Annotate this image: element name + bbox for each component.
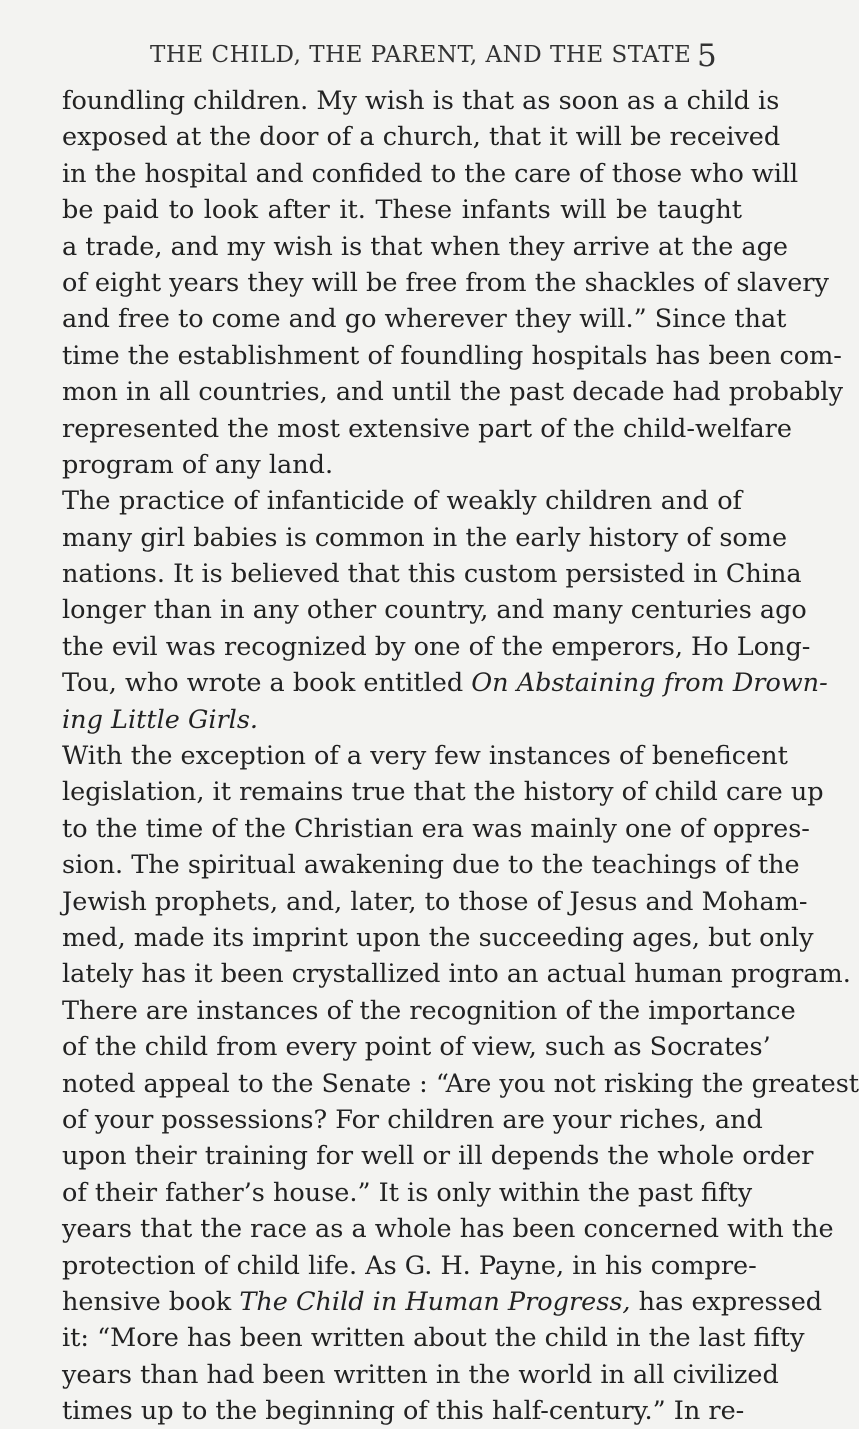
line-text: represented the most extensive part of the child-welfare <box>62 413 792 444</box>
line-text: years that the race as a whole has been concerned with the <box>62 1214 834 1245</box>
text-line <box>62 702 742 738</box>
text-line <box>62 374 843 410</box>
text-line <box>62 592 807 628</box>
text-line <box>62 1284 823 1320</box>
line-text: mon in all countries, and until the past decade had probably <box>62 377 843 408</box>
line-text: noted appeal to the Senate : “Are you not risking the greatest <box>62 1068 859 1099</box>
line-text: of eight years they will be free from the shackles of slavery <box>62 267 829 298</box>
text-line <box>62 83 780 119</box>
line-text: foundling children. My wish is that as soon as a child is <box>62 86 780 116</box>
text-line <box>62 1320 805 1356</box>
text-line <box>62 629 811 665</box>
line-text: many girl babies is common in the early history of some <box>62 522 788 553</box>
line-text: legislation, it remains true that the history of child care up <box>62 777 824 808</box>
line-text: it: “More has been written about the child in the last fifty <box>62 1323 805 1354</box>
page-number: 5 <box>697 38 717 74</box>
text-line <box>62 119 781 155</box>
line-text-after: has expressed <box>630 1286 823 1317</box>
line-text: Jewish prophets, and, later, to those of Jesus and Moham- <box>62 886 808 917</box>
text-line <box>62 411 792 447</box>
text-line <box>62 1102 763 1138</box>
text-line <box>62 811 810 847</box>
text-line <box>62 483 742 519</box>
text-line <box>62 1248 757 1284</box>
text-line <box>62 738 788 774</box>
line-text: a trade, and my wish is that when they arrive at the age <box>62 231 789 262</box>
line-text: program of any land. <box>62 449 334 480</box>
text-line <box>62 338 842 374</box>
line-text: times up to the beginning of this half-century.” In re- <box>62 1396 745 1427</box>
text-line <box>62 993 796 1029</box>
line-text: The practice of infanticide of weakly children and of <box>62 486 742 517</box>
text-line <box>62 1175 753 1211</box>
text-line <box>62 192 742 228</box>
text-line <box>62 156 799 192</box>
line-text: With the exception of a very few instances of beneficent <box>62 741 788 772</box>
line-text: upon their training for well or ill depends the whole order <box>62 1141 814 1172</box>
text-line <box>62 665 828 701</box>
line-text: There are instances of the recognition of the importance <box>62 995 796 1026</box>
line-text: of the child from every point of view, such as Socrates’ <box>62 1032 771 1063</box>
text-line <box>62 301 787 337</box>
text-line <box>62 884 808 920</box>
line-text: Tou, who wrote a book entitled <box>62 668 472 699</box>
line-text: of their father’s house.” It is only within the past fifty <box>62 1177 753 1208</box>
line-text: lately has it been crystallized into an actual human program. <box>62 959 851 990</box>
book-title-italic: On Abstaining from Drown- <box>471 668 828 699</box>
text-line <box>62 956 851 992</box>
text-line <box>62 1138 814 1174</box>
text-line <box>62 1393 745 1429</box>
text-line <box>62 229 789 265</box>
text-line <box>62 847 800 883</box>
line-text: protection of child life. As G. H. Payne, in his compre- <box>62 1250 757 1281</box>
book-title-italic: The Child in Human Progress, <box>239 1286 631 1317</box>
line-text: exposed at the door of a church, that it will be received <box>62 122 781 153</box>
line-text: of your possessions? For children are your riches, and <box>62 1104 763 1135</box>
running-head: THE CHILD, THE PARENT, AND THE STATE <box>150 42 692 68</box>
text-line <box>62 520 788 556</box>
line-text: the evil was recognized by one of the emperors, Ho Long- <box>62 631 811 662</box>
text-line <box>62 920 814 956</box>
line-text: and free to come and go wherever they will.” Since that <box>62 304 787 335</box>
text-line <box>62 1029 771 1065</box>
line-text: med, made its imprint upon the succeeding ages, but only <box>62 922 814 953</box>
text-line <box>62 447 742 483</box>
text-line <box>62 1357 779 1393</box>
line-text: sion. The spiritual awakening due to the teachings of the <box>62 850 800 881</box>
book-title-italic: ing Little Girls. <box>62 704 259 735</box>
text-line <box>62 1211 834 1247</box>
line-text: in the hospital and confided to the care of those who will <box>62 158 799 189</box>
line-text: longer than in any other country, and many centuries ago <box>62 595 807 626</box>
line-text: to the time of the Christian era was mainly one of oppres- <box>62 813 810 844</box>
body-text <box>62 83 859 1429</box>
line-text: nations. It is believed that this custom persisted in China <box>62 559 802 590</box>
line-text: be paid to look after it. These infants will be taught <box>62 195 742 226</box>
line-text: time the establishment of foundling hospitals has been com- <box>62 340 842 371</box>
text-line <box>62 1066 859 1102</box>
text-line <box>62 556 802 592</box>
text-line <box>62 774 824 810</box>
line-text: years than had been written in the world in all civilized <box>62 1359 779 1390</box>
line-text: hensive book <box>62 1286 240 1317</box>
text-line <box>62 265 829 301</box>
